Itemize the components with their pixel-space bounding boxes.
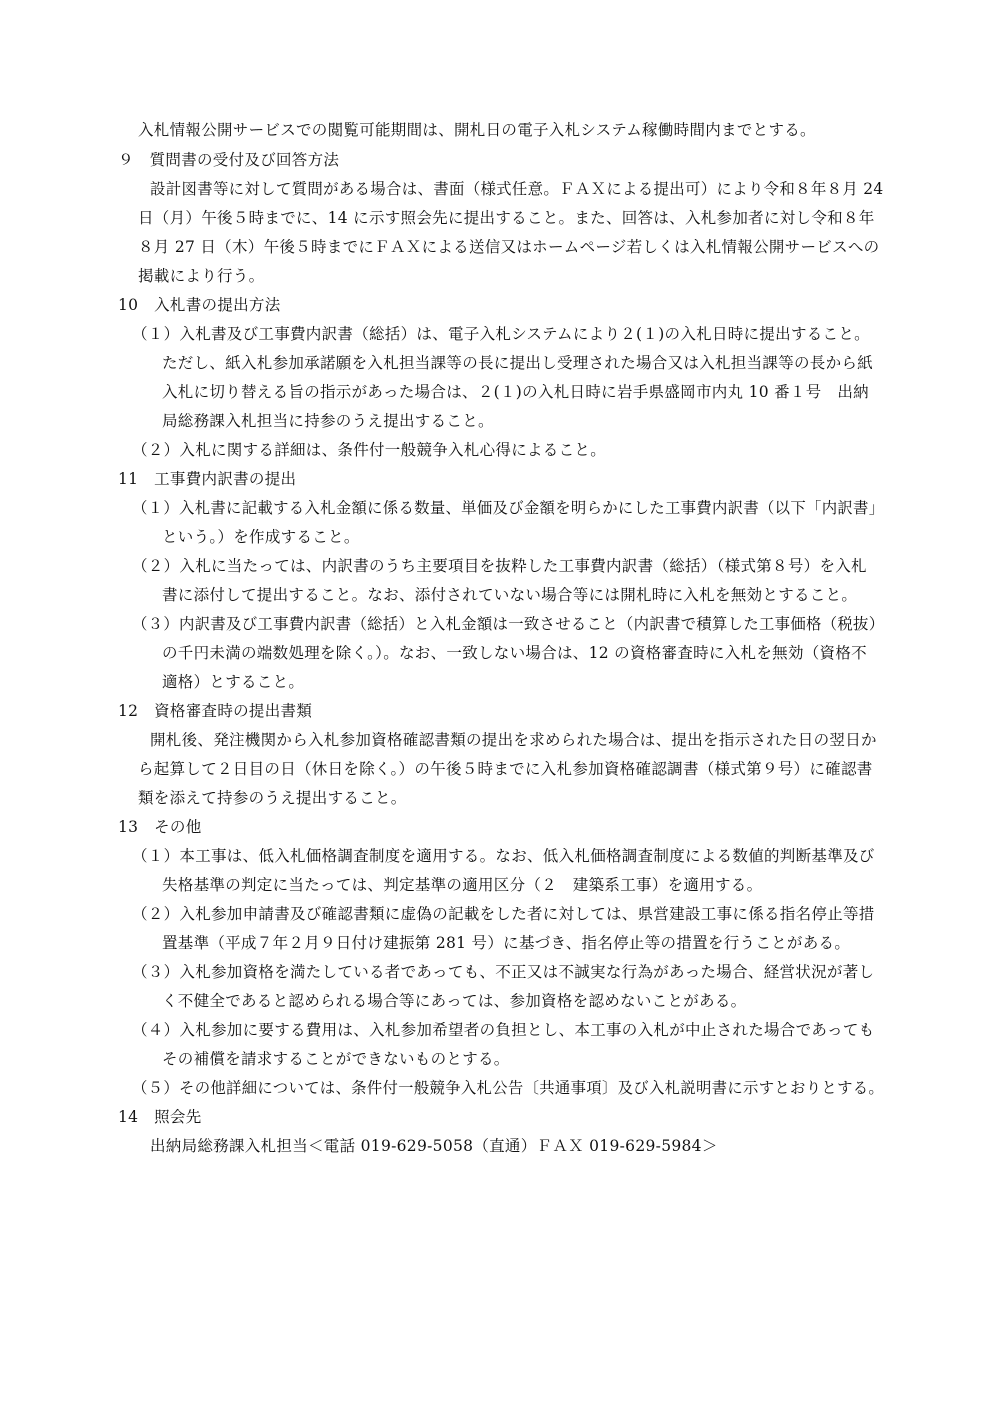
document-line: 11 工事費内訳書の提出	[118, 470, 297, 488]
document-line: の千円未満の端数処理を除く。）。なお、一致しない場合は、12 の資格審査時に入札を無効（資格不	[162, 644, 867, 662]
document-line: ９ 質問書の受付及び回答方法	[118, 151, 340, 169]
document-line: 12 資格審査時の提出書類	[118, 702, 313, 720]
document-line: 入札情報公開サービスでの閲覧可能期間は、開札日の電子入札システム稼働時間内までとする。	[138, 121, 816, 139]
document-line: （４）入札参加に要する費用は、入札参加希望者の負担とし、本工事の入札が中止された場合であっても	[132, 1021, 875, 1039]
document-line: 設計図書等に対して質問がある場合は、書面（様式任意。ＦＡＸによる提出可）により令和８年８月 24	[150, 180, 884, 198]
document-line: 開札後、発注機関から入札参加資格確認書類の提出を求められた場合は、提出を指示された日の翌日か	[150, 731, 877, 749]
document-line: その補償を請求することができないものとする。	[162, 1050, 510, 1068]
document-line: ら起算して２日目の日（休日を除く。）の午後５時までに入札参加資格確認調書（様式第９号）に確認書	[138, 760, 873, 778]
document-line: く不健全であると認められる場合等にあっては、参加資格を認めないことがある。	[162, 992, 747, 1010]
document-line: （１）入札書及び工事費内訳書（総括）は、電子入札システムにより２(１)の入札日時に提出すること。	[132, 325, 870, 343]
document-line: 14 照会先	[118, 1108, 202, 1126]
document-line: 類を添えて持参のうえ提出すること。	[138, 789, 407, 807]
document-line: （３）入札参加資格を満たしている者であっても、不正又は不誠実な行為があった場合、経営状況が著し	[132, 963, 875, 981]
document-line: 適格）とすること。	[162, 673, 305, 691]
document-line: 入札に切り替える旨の指示があった場合は、２(１)の入札日時に岩手県盛岡市内丸 10 番１号 出納	[162, 383, 869, 401]
document-line: （１）本工事は、低入札価格調査制度を適用する。なお、低入札価格調査制度による数値的判断基準及び	[132, 847, 875, 865]
document-line: ８月 27 日（木）午後５時までにＦＡＸによる送信又はホームページ若しくは入札情報公開サービスへの	[138, 238, 880, 256]
document-line: 書に添付して提出すること。なお、添付されていない場合等には開札時に入札を無効とすること。	[162, 586, 858, 604]
document-line: （２）入札参加申請書及び確認書類に虚偽の記載をした者に対しては、県営建設工事に係る指名停止等措	[132, 905, 875, 923]
document-line: 日（月）午後５時までに、14 に示す照会先に提出すること。また、回答は、入札参加者に対し令和８年	[138, 209, 875, 227]
document-line: （５）その他詳細については、条件付一般競争入札公告〔共通事項〕及び入札説明書に示すとおりとする。	[132, 1079, 885, 1097]
document-line: （２）入札に関する詳細は、条件付一般競争入札心得によること。	[132, 441, 607, 459]
document-line: 局総務課入札担当に持参のうえ提出すること。	[162, 412, 494, 430]
document-line: 出納局総務課入札担当＜電話 019-629-5058（直通）ＦＡＸ 019-629-5984＞	[150, 1137, 718, 1155]
document-line: （２）入札に当たっては、内訳書のうち主要項目を抜粋した工事費内訳書（総括）（様式第８号）を入札	[132, 557, 867, 575]
document-line: 10 入札書の提出方法	[118, 296, 281, 314]
document-line: 置基準（平成７年２月９日付け建振第 281 号）に基づき、指名停止等の措置を行うことがある。	[162, 934, 851, 952]
document-line: という。）を作成すること。	[162, 528, 360, 546]
document-line: 掲載により行う。	[138, 267, 265, 285]
document-line: ただし、紙入札参加承諾願を入札担当課等の長に提出し受理された場合又は入札担当課等の長から紙	[162, 354, 874, 372]
document-line: （３）内訳書及び工事費内訳書（総括）と入札金額は一致させること（内訳書で積算した工事価格（税抜）	[132, 615, 885, 633]
document-line: 13 その他	[118, 818, 202, 836]
document-line: （１）入札書に記載する入札金額に係る数量、単価及び金額を明らかにした工事費内訳書（以下「内訳書」	[132, 499, 885, 517]
document-line: 失格基準の判定に当たっては、判定基準の適用区分（２ 建築系工事）を適用する。	[162, 876, 763, 894]
